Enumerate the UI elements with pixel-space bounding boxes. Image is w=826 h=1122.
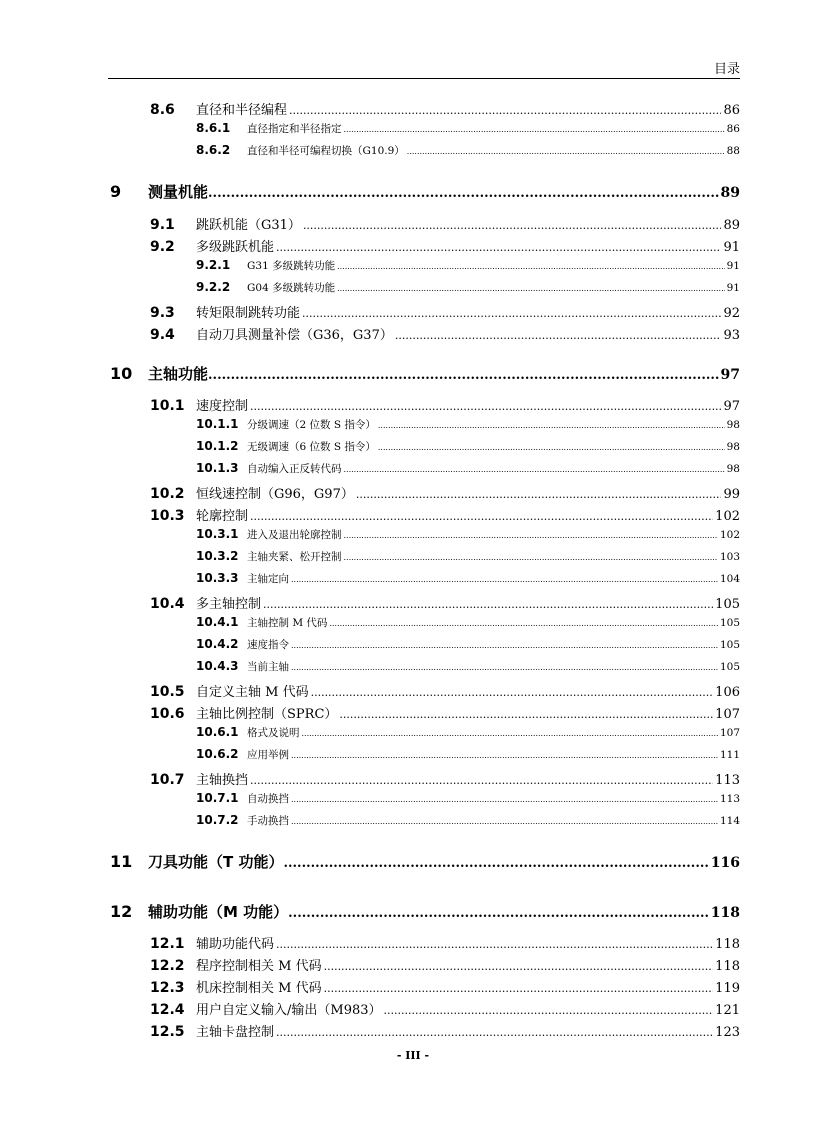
- toc-entry-title: 自动换挡: [247, 793, 289, 805]
- toc-dot-leader: [324, 982, 714, 995]
- toc-dot-leader: [289, 104, 721, 117]
- toc-dot-leader: [291, 663, 718, 672]
- toc-entry-10-2[interactable]: [150, 483, 740, 503]
- toc-entry-page: 91: [726, 282, 740, 294]
- toc-dot-leader: [344, 531, 718, 540]
- toc-entry-10-5[interactable]: [150, 681, 740, 701]
- toc-entry-number: 10.3: [150, 508, 185, 524]
- toc-entry-12-4[interactable]: [150, 999, 740, 1019]
- toc-entry-title: 主轴换挡: [196, 773, 249, 788]
- toc-entry-page: 116: [710, 855, 740, 871]
- toc-entry-page: 86: [726, 123, 740, 135]
- toc-entry-title: 自动编入正反转代码: [247, 463, 342, 475]
- toc-entry-number: 10: [110, 364, 133, 383]
- toc-entry-10-7-2[interactable]: [196, 813, 740, 833]
- toc-entry-page: 98: [726, 419, 740, 431]
- toc-entry-number: 12.4: [150, 1002, 185, 1018]
- toc-entry-10-4-3[interactable]: [196, 659, 740, 679]
- toc-entry-title: 分级调速（2 位数 S 指令）: [247, 419, 376, 431]
- toc-entry-page: 91: [723, 240, 740, 255]
- toc-entry-page: 113: [715, 773, 740, 788]
- toc-entry-10-4-2[interactable]: [196, 637, 740, 657]
- toc-entry-page: 118: [715, 937, 740, 952]
- toc-entry-title: 手动换挡: [247, 815, 289, 827]
- toc-entry-number: 10.3.2: [196, 549, 239, 563]
- toc-entry-page: 118: [710, 905, 740, 921]
- toc-entry-10-3[interactable]: [150, 505, 740, 525]
- toc-entry-number: 10.3.1: [196, 527, 239, 541]
- toc-entry-number: 10.5: [150, 684, 185, 700]
- toc-entry-number: 10.6.2: [196, 747, 239, 761]
- toc-entry-11[interactable]: [110, 851, 740, 871]
- toc-entry-page: 103: [719, 551, 740, 563]
- toc-entry-number: 9.2: [150, 239, 175, 255]
- toc-entry-page: 97: [723, 399, 740, 414]
- toc-entry-page: 107: [719, 727, 740, 739]
- toc-entry-page: 111: [719, 749, 740, 761]
- page-number: - III -: [396, 1049, 430, 1062]
- toc-entry-number: 12.3: [150, 980, 185, 996]
- toc-entry-page: 118: [715, 959, 740, 974]
- toc-entry-title: 直径和半径可编程切换（G10.9）: [247, 145, 405, 157]
- toc-entry-title: 主轴比例控制（SPRC）: [196, 707, 338, 722]
- toc-dot-leader: [208, 186, 719, 201]
- toc-entry-page: 105: [719, 639, 740, 651]
- toc-entry-number: 9.4: [150, 327, 175, 343]
- toc-entry-title: 机床控制相关 M 代码: [196, 981, 322, 996]
- toc-dot-leader: [250, 774, 713, 787]
- toc-entry-10-3-2[interactable]: [196, 549, 740, 569]
- toc-entry-title: 测量机能: [148, 183, 209, 201]
- toc-entry-number: 12.2: [150, 958, 185, 974]
- toc-entry-number: 10.4.1: [196, 615, 239, 629]
- toc-entry-title: 主轴功能: [148, 365, 209, 383]
- toc-entry-9-2-1[interactable]: [196, 258, 740, 278]
- toc-entry-10-7-1[interactable]: [196, 791, 740, 811]
- toc-entry-title: 用户自定义输入/输出（M983）: [196, 1003, 382, 1018]
- toc-dot-leader: [344, 125, 725, 134]
- toc-dot-leader: [288, 906, 709, 921]
- toc-entry-page: 97: [720, 367, 740, 383]
- toc-entry-title: G04 多级跳转功能: [247, 282, 336, 294]
- toc-entry-12[interactable]: [110, 901, 740, 921]
- toc-entry-9-3[interactable]: [150, 302, 740, 322]
- toc-entry-10[interactable]: [110, 363, 740, 383]
- toc-entry-10-6-2[interactable]: [196, 747, 740, 767]
- toc-dot-leader: [208, 368, 719, 383]
- toc-entry-title: 多主轴控制: [196, 597, 262, 612]
- toc-dot-leader: [384, 1004, 714, 1017]
- toc-entry-page: 105: [719, 617, 740, 629]
- toc-entry-page: 89: [723, 218, 740, 233]
- toc-entry-page: 123: [715, 1025, 740, 1040]
- toc-dot-leader: [276, 1026, 713, 1039]
- toc-entry-page: 98: [726, 463, 740, 475]
- toc-dot-leader: [378, 421, 725, 430]
- toc-entry-8-6-2[interactable]: [196, 143, 740, 163]
- header-title: 目录: [713, 62, 740, 77]
- toc-entry-10-4-1[interactable]: [196, 615, 740, 635]
- toc-entry-title: 刀具功能（T 功能）: [148, 853, 284, 871]
- toc-entry-10-3-1[interactable]: [196, 527, 740, 547]
- toc-entry-title: 辅助功能代码: [196, 937, 275, 952]
- toc-dot-leader: [329, 619, 718, 628]
- toc-entry-9-2-2[interactable]: [196, 280, 740, 300]
- toc-entry-page: 119: [715, 981, 740, 996]
- toc-entry-number: 9.2.2: [196, 280, 231, 294]
- toc-entry-number: 10.6: [150, 706, 185, 722]
- toc-entry-title: 直径指定和半径指定: [247, 123, 342, 135]
- toc-entry-number: 8.6.2: [196, 143, 231, 157]
- toc-entry-number: 10.2: [150, 486, 185, 502]
- toc-entry-10-1-2[interactable]: [196, 439, 740, 459]
- toc-entry-number: 9.2.1: [196, 258, 231, 272]
- toc-entry-page: 102: [719, 529, 740, 541]
- toc-dot-leader: [303, 219, 722, 232]
- toc-entry-title: 辅助功能（M 功能）: [148, 903, 289, 921]
- toc-entry-title: 转矩限制跳转功能: [196, 306, 301, 321]
- toc-entry-page: 93: [723, 328, 740, 343]
- toc-entry-page: 88: [726, 145, 740, 157]
- toc-entry-number: 10.1.1: [196, 417, 239, 431]
- toc-entry-page: 102: [715, 509, 740, 524]
- toc-dot-leader: [250, 510, 713, 523]
- toc-entry-title: 速度指令: [247, 639, 289, 651]
- toc-dot-leader: [339, 708, 713, 721]
- toc-entry-number: 8.6: [150, 102, 175, 118]
- toc-dot-leader: [276, 241, 721, 254]
- toc-entry-12-1[interactable]: [150, 933, 740, 953]
- toc-entry-10-3-3[interactable]: [196, 571, 740, 591]
- toc-entry-number: 10.1.2: [196, 439, 239, 453]
- toc-entry-title: 跳跃机能（G31）: [196, 218, 301, 233]
- toc-entry-number: 8.6.1: [196, 121, 231, 135]
- toc-entry-title: 多级跳跃机能: [196, 240, 275, 255]
- toc-entry-number: 10.4: [150, 596, 185, 612]
- toc-dot-leader: [276, 938, 713, 951]
- toc-entry-10-7[interactable]: [150, 769, 740, 789]
- toc-entry-title: 轮廓控制: [196, 509, 249, 524]
- toc-entry-10-1-3[interactable]: [196, 461, 740, 481]
- toc-entry-title: 格式及说明: [247, 727, 300, 739]
- toc-entry-page: 99: [723, 487, 740, 502]
- toc-entry-title: 自定义主轴 M 代码: [196, 685, 309, 700]
- toc-entry-number: 9: [110, 182, 122, 201]
- toc-entry-title: 当前主轴: [247, 661, 289, 673]
- toc-entry-10-1-1[interactable]: [196, 417, 740, 437]
- toc-dot-leader: [291, 641, 718, 650]
- toc-entry-10-1[interactable]: [150, 395, 740, 415]
- toc-entry-8-6[interactable]: [150, 99, 740, 119]
- toc-entry-9-4[interactable]: [150, 324, 740, 344]
- toc-dot-leader: [324, 960, 714, 973]
- toc-dot-leader: [407, 147, 725, 156]
- toc-entry-page: 106: [715, 685, 740, 700]
- toc-entry-12-2[interactable]: [150, 955, 740, 975]
- toc-entry-title: 进入及退出轮廓控制: [247, 529, 342, 541]
- toc-entry-title: 直径和半径编程: [196, 103, 288, 118]
- toc-entry-number: 10.4.2: [196, 637, 239, 651]
- toc-entry-title: 主轴夹紧、松开控制: [247, 551, 342, 563]
- toc-entry-number: 10.7: [150, 772, 185, 788]
- toc-dot-leader: [283, 856, 708, 871]
- toc-entry-page: 113: [719, 793, 740, 805]
- toc-entry-number: 11: [110, 852, 133, 871]
- toc-dot-leader: [291, 575, 718, 584]
- toc-dot-leader: [356, 488, 722, 501]
- toc-entry-10-6[interactable]: [150, 703, 740, 723]
- toc-entry-9-2[interactable]: [150, 236, 740, 256]
- toc-entry-page: 105: [719, 661, 740, 673]
- toc-dot-leader: [291, 795, 718, 804]
- toc-dot-leader: [378, 443, 725, 452]
- toc-entry-page: 121: [715, 1003, 740, 1018]
- toc-entry-number: 10.1.3: [196, 461, 239, 475]
- toc-dot-leader: [337, 262, 725, 271]
- toc-dot-leader: [263, 598, 713, 611]
- toc-entry-title: 速度控制: [196, 399, 249, 414]
- toc-dot-leader: [302, 307, 721, 320]
- toc-entry-title: 主轴定向: [247, 573, 289, 585]
- toc-entry-title: 程序控制相关 M 代码: [196, 959, 322, 974]
- toc-entry-number: 12: [110, 902, 133, 921]
- toc-dot-leader: [291, 751, 718, 760]
- toc-entry-page: 104: [719, 573, 740, 585]
- toc-entry-number: 10.7.1: [196, 791, 239, 805]
- toc-entry-title: 应用举例: [247, 749, 289, 761]
- toc-entry-page: 89: [720, 185, 740, 201]
- toc-entry-number: 9.1: [150, 217, 175, 233]
- page-header: [108, 56, 740, 79]
- toc-entry-10-6-1[interactable]: [196, 725, 740, 745]
- toc-entry-title: 主轴卡盘控制: [196, 1025, 275, 1040]
- toc-entry-title: 恒线速控制（G96，G97）: [196, 487, 354, 502]
- toc-entry-number: 10.7.2: [196, 813, 239, 827]
- toc-entry-page: 92: [723, 306, 740, 321]
- toc-dot-leader: [311, 686, 714, 699]
- toc-entry-title: 自动刀具测量补偿（G36，G37）: [196, 328, 393, 343]
- toc-entry-number: 9.3: [150, 305, 175, 321]
- toc-entry-page: 98: [726, 441, 740, 453]
- toc-entry-page: 107: [715, 707, 740, 722]
- toc-entry-number: 10.3.3: [196, 571, 239, 585]
- toc-entry-number: 10.6.1: [196, 725, 239, 739]
- toc-entry-8-6-1[interactable]: [196, 121, 740, 141]
- toc-entry-9-1[interactable]: [150, 214, 740, 234]
- toc-entry-10-4[interactable]: [150, 593, 740, 613]
- toc-entry-9[interactable]: [110, 181, 740, 201]
- toc-entry-page: 86: [723, 103, 740, 118]
- toc-entry-number: 12.5: [150, 1024, 185, 1040]
- toc-entry-title: 无级调速（6 位数 S 指令）: [247, 441, 376, 453]
- toc-entry-12-3[interactable]: [150, 977, 740, 997]
- toc-entry-number: 10.1: [150, 398, 185, 414]
- toc-dot-leader: [344, 553, 718, 562]
- toc-entry-12-5[interactable]: [150, 1021, 740, 1041]
- toc-entry-title: G31 多级跳转功能: [247, 260, 336, 272]
- toc-dot-leader: [302, 729, 718, 738]
- toc-entry-page: 105: [715, 597, 740, 612]
- toc-dot-leader: [291, 817, 718, 826]
- toc-entry-number: 10.4.3: [196, 659, 239, 673]
- toc-entry-page: 91: [726, 260, 740, 272]
- toc-entry-title: 主轴控制 M 代码: [247, 617, 328, 629]
- toc-dot-leader: [395, 329, 722, 342]
- toc-entry-page: 114: [719, 815, 740, 827]
- toc-dot-leader: [250, 400, 721, 413]
- toc-dot-leader: [344, 465, 725, 474]
- toc-dot-leader: [337, 284, 725, 293]
- toc-entry-number: 12.1: [150, 936, 185, 952]
